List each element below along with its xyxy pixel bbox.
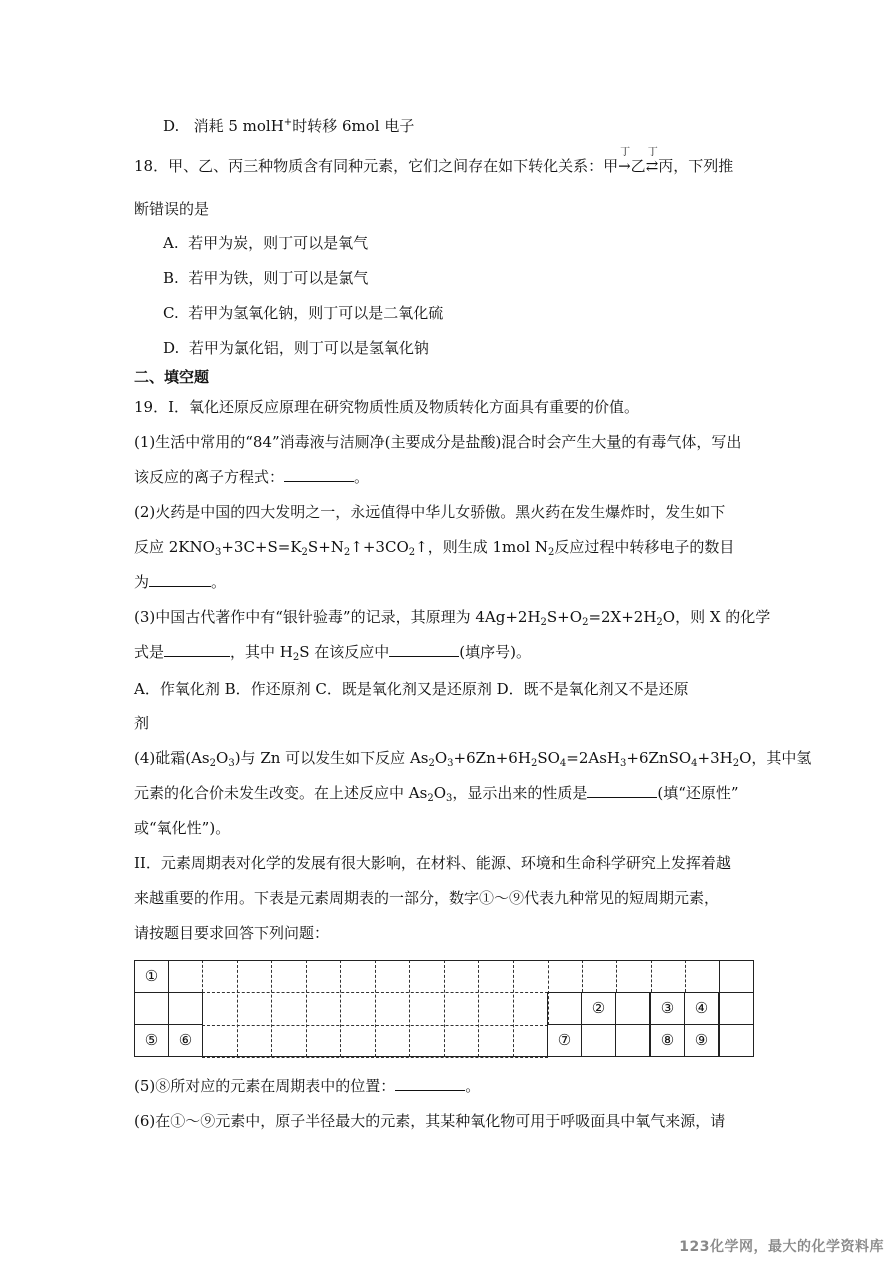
option-text: 时转移 6mol 电子 xyxy=(292,117,415,135)
q19-p2-line1: (2)火药是中国的四大发明之一，永远值得中华儿女骄傲。黑火药在发生爆炸时，发生如下 xyxy=(134,503,726,521)
arrow-1-label: 丁 xyxy=(620,147,631,158)
text: O，则 X 的化学 xyxy=(662,608,771,626)
q19-p6: (6)在①～⑨元素中，原子半径最大的元素，其某种氧化物可用于呼吸面具中氧气来源，请 xyxy=(134,1112,726,1130)
q18-option-a xyxy=(163,233,368,253)
cell-element-9: ⑨ xyxy=(684,1024,719,1057)
text: +3H xyxy=(697,749,733,767)
footer-watermark: 123化学网，最大的化学资料库 xyxy=(679,1239,884,1255)
q19-p1-line1: (1)生活中常用的“84”消毒液与洁厕净(主要成分是盐酸)混合时会产生大量的有毒气体，写出 xyxy=(134,433,742,451)
q18-mid: 乙 xyxy=(630,157,646,175)
cell-element-2: ② xyxy=(581,992,616,1025)
text: 元素的化合价未发生改变。在上述反应中 As xyxy=(134,784,428,802)
subscript: 2 xyxy=(530,758,538,769)
text: +3C+S=K xyxy=(221,538,302,556)
subscript: 2 xyxy=(656,617,663,628)
q19-p3-line1 xyxy=(134,607,770,627)
arrow-1-glyph: → xyxy=(618,157,631,175)
q18-stem-end: 丙，下列推 xyxy=(658,157,734,175)
subscript: 2 xyxy=(301,547,308,558)
subscript: 2 xyxy=(732,758,740,769)
subscript: 2 xyxy=(428,758,435,769)
q19-p4-line3: 或“氧化性”)。 xyxy=(134,819,231,837)
text: O xyxy=(216,749,229,767)
option-key: D. xyxy=(163,339,180,357)
subscript: 2 xyxy=(209,758,217,769)
text: 。 xyxy=(465,1077,481,1095)
q18-stem: 18．甲、乙、丙三种物质含有同种元素，它们之间存在如下转化关系：甲 xyxy=(134,157,619,175)
text: ，其中 H xyxy=(230,643,293,661)
arrow-1 xyxy=(618,147,631,176)
text: S+N xyxy=(307,538,344,556)
option-text: 若甲为氯化铝，则丁可以是氢氧化钠 xyxy=(188,339,429,357)
option-text: 若甲为炭，则丁可以是氧气 xyxy=(188,234,369,252)
text: S+O xyxy=(546,608,583,626)
q19-p3-line2 xyxy=(134,642,531,662)
text: S 在该反应中 xyxy=(299,643,390,661)
cell-element-7: ⑦ xyxy=(547,1024,582,1057)
q19-p2-line2 xyxy=(134,537,734,557)
cell-element-3: ③ xyxy=(650,992,685,1025)
text: O xyxy=(433,784,446,802)
text: (填“还原性” xyxy=(657,784,739,802)
cell-element-4: ④ xyxy=(684,992,719,1025)
text: 反应过程中转移电子的数目 xyxy=(554,538,735,556)
text: SO xyxy=(537,749,560,767)
periodic-table xyxy=(134,960,754,1058)
arrow-2-label: 丁 xyxy=(647,147,658,158)
subscript: 3 xyxy=(228,758,235,769)
text: ，显示出来的性质是 xyxy=(452,784,588,802)
q18-stem-line2: 断错误的是 xyxy=(134,200,210,218)
option-key: B. xyxy=(163,269,179,287)
subscript: 3 xyxy=(214,547,222,558)
cell-element-6: ⑥ xyxy=(168,1024,203,1057)
cell-empty xyxy=(719,1024,754,1057)
answer-blank[interactable] xyxy=(587,783,657,798)
cell-empty xyxy=(134,992,169,1025)
q19-intro: 19．I．氧化还原反应原理在研究物质性质及物质转化方面具有重要的价值。 xyxy=(134,398,640,416)
option-text: 若甲为氢氧化钠，则丁可以是二氧化硫 xyxy=(188,304,444,322)
subscript: 2 xyxy=(427,793,434,804)
q19-p5 xyxy=(134,1076,480,1096)
text: 。 xyxy=(354,468,370,486)
text: (3)中国古代著作中有“银针验毒”的记录，其原理为 4Ag+2H xyxy=(134,608,541,626)
cell-element-5: ⑤ xyxy=(134,1024,169,1057)
text: (5)⑧所对应的元素在周期表中的位置： xyxy=(134,1077,396,1095)
subscript: 3 xyxy=(446,793,453,804)
q18-option-b xyxy=(163,268,368,288)
q18-option-c xyxy=(163,303,443,323)
subscript: 3 xyxy=(620,758,627,769)
text: 该反应的离子方程式： xyxy=(134,468,285,486)
q19-ii-line1: II．元素周期表对化学的发展有很大影响，在材料、能源、环境和生命科学研究上发挥着越 xyxy=(134,854,731,872)
q19-ii-line3: 请按题目要求回答下列问题： xyxy=(134,924,330,942)
text: 为 xyxy=(134,573,150,591)
q19-p4-line1 xyxy=(134,748,811,768)
cell-element-8: ⑧ xyxy=(650,1024,685,1057)
cell-empty xyxy=(547,992,582,1025)
q19-ii-line2: 来越重要的作用。下表是元素周期表的一部分，数字①～⑨代表九种常见的短周期元素， xyxy=(134,889,720,907)
subscript: 2 xyxy=(540,617,547,628)
cell-empty xyxy=(615,992,650,1025)
text: ↑，则生成 1mol N xyxy=(415,538,548,556)
q18-stem-line1 xyxy=(134,147,734,176)
subscript: 2 xyxy=(408,547,416,558)
q19-p4-line2 xyxy=(134,783,739,803)
text: ↑+3CO xyxy=(350,538,409,556)
q19-p2-line3 xyxy=(134,572,226,592)
text: 反应 2KNO xyxy=(134,538,215,556)
text: 。 xyxy=(211,573,227,591)
answer-blank[interactable] xyxy=(395,1076,465,1091)
q19-p3-options: A．作氧化剂 B．作还原剂 C．既是氧化剂又是还原剂 D．既不是氧化剂又不是还原 xyxy=(134,680,689,698)
subscript: 4 xyxy=(559,758,567,769)
subscript: 2 xyxy=(343,547,351,558)
q19-p3-options-line2: 剂 xyxy=(134,714,150,732)
arrow-2-glyph: ⇄ xyxy=(645,157,659,175)
text: =2AsH xyxy=(566,749,620,767)
text: O，其中氢 xyxy=(739,749,812,767)
cell-element-1: ① xyxy=(134,960,169,993)
text: O xyxy=(434,749,448,767)
cell-empty xyxy=(581,1024,616,1057)
superscript: + xyxy=(283,117,293,128)
option-text: 若甲为铁，则丁可以是氯气 xyxy=(188,269,369,287)
grid-line xyxy=(202,1057,548,1058)
q18-option-d xyxy=(163,338,429,358)
text: (填序号)。 xyxy=(459,643,532,661)
cell-empty xyxy=(615,1024,650,1057)
cell-empty xyxy=(719,960,754,993)
text: )与 Zn 可以发生如下反应 As xyxy=(234,749,429,767)
option-key: D. xyxy=(163,117,180,135)
answer-blank[interactable] xyxy=(164,642,230,657)
answer-blank[interactable] xyxy=(389,642,459,657)
text: +6Zn+6H xyxy=(453,749,531,767)
answer-blank[interactable] xyxy=(149,572,211,587)
subscript: 4 xyxy=(691,758,698,769)
option-key: C. xyxy=(163,304,179,322)
text: =2X+2H xyxy=(588,608,657,626)
option-text: 消耗 5 molH xyxy=(193,117,284,135)
arrow-2 xyxy=(645,147,659,176)
subscript: 2 xyxy=(547,547,555,558)
answer-blank[interactable] xyxy=(284,467,354,482)
cell-empty xyxy=(719,992,754,1025)
subscript: 2 xyxy=(292,652,300,663)
text: 式是 xyxy=(134,643,165,661)
subscript: 3 xyxy=(447,758,454,769)
text: (4)砒霜(As xyxy=(134,749,210,767)
section-heading: 二、填空题 xyxy=(134,368,210,386)
option-key: A. xyxy=(163,234,179,252)
subscript: 2 xyxy=(582,617,589,628)
q17-option-d xyxy=(163,116,414,136)
text: +6ZnSO xyxy=(626,749,692,767)
cell-empty xyxy=(168,992,203,1025)
q19-p1-line2 xyxy=(134,467,369,487)
